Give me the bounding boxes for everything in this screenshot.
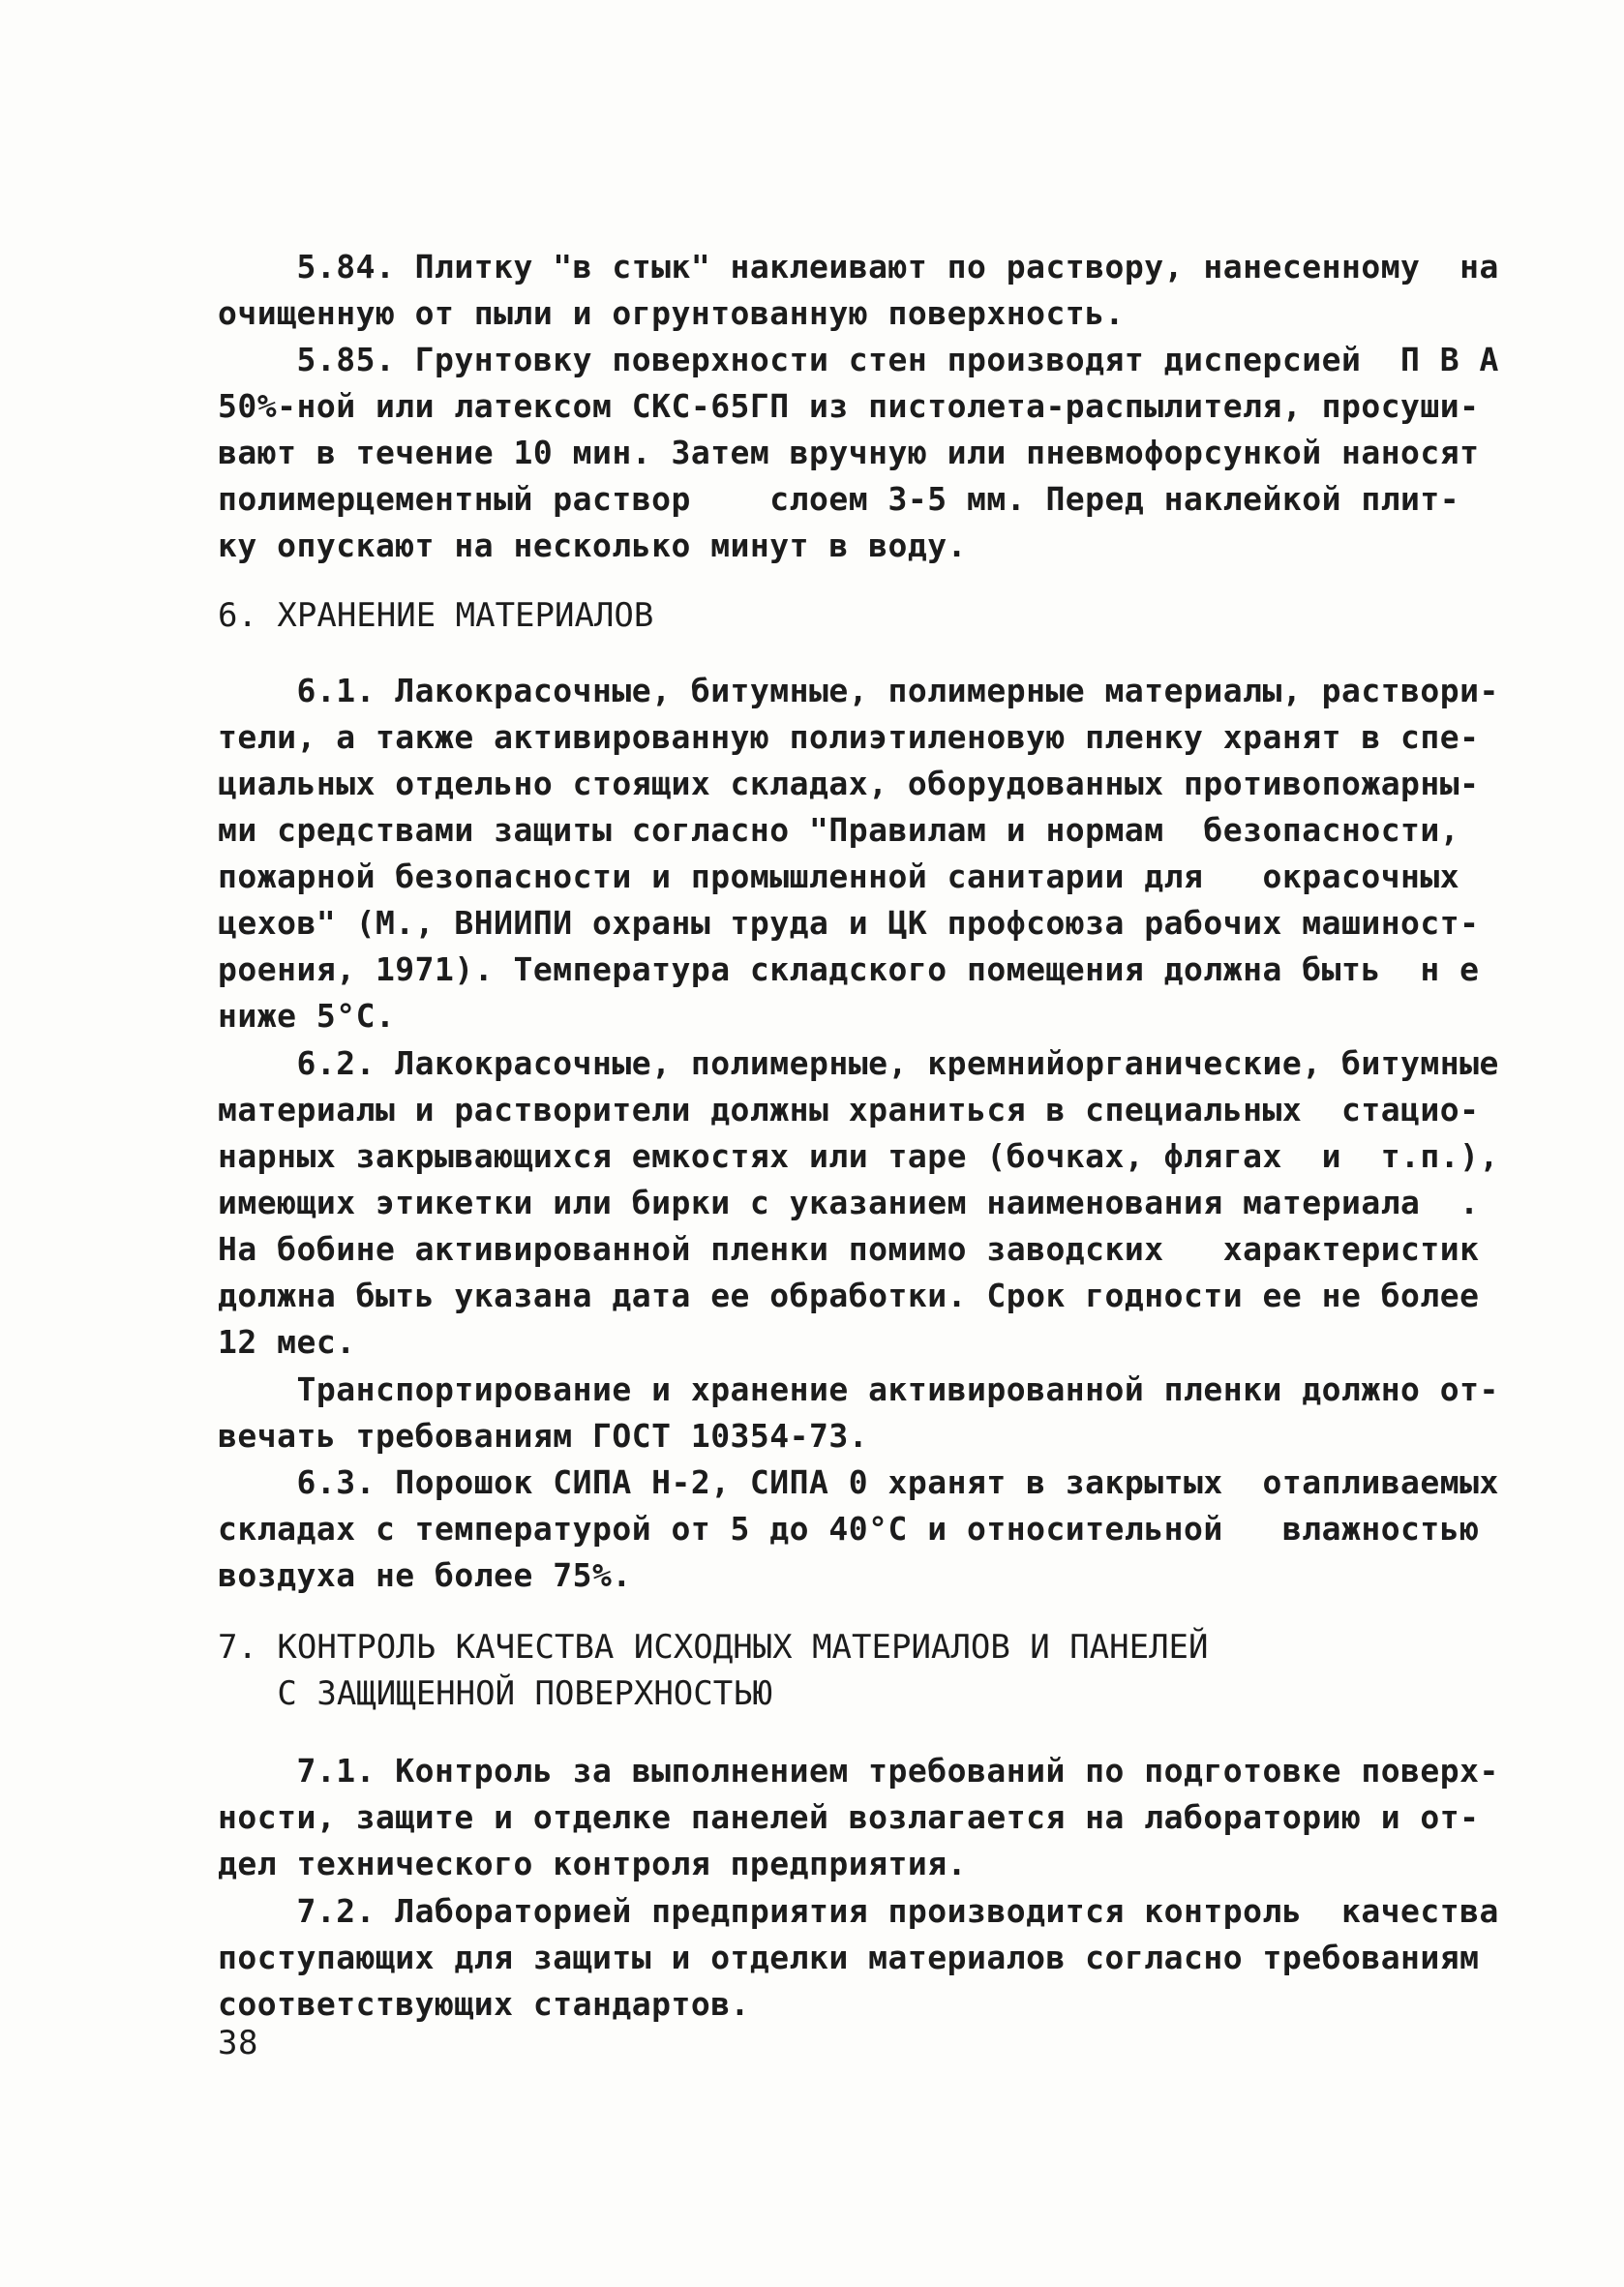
text-line: поступающих для защиты и отделки материалов согласно требованиям	[218, 1939, 1480, 1976]
section-heading-7	[218, 1624, 1423, 1717]
text-line: 7.2. Лабораторией предприятия производится контроль качества	[218, 1892, 1499, 1930]
text-line: Транспортирование и хранение активированной пленки должно от-	[218, 1370, 1499, 1408]
text-line: складах с температурой от 5 до 40°С и относительной влажностью	[218, 1510, 1480, 1548]
text-line: 7.1. Контроль за выполнением требований по подготовке поверх-	[218, 1752, 1499, 1790]
text-line: цехов" (М., ВНИИПИ охраны труда и ЦК профсоюза рабочих машиност-	[218, 904, 1480, 942]
text-line: 6.2. Лакокрасочные, полимерные, кремнийорганические, битумные	[218, 1044, 1499, 1082]
text-line: ми средствами защиты согласно "Правилам и нормам безопасности,	[218, 811, 1460, 849]
text-line: нарных закрывающихся емкостях или таре (бочках, флягах и т.п.),	[218, 1137, 1499, 1175]
heading-text: 7. КОНТРОЛЬ КАЧЕСТВА ИСХОДНЫХ МАТЕРИАЛОВ И ПАНЕЛЕЙ	[218, 1628, 1209, 1667]
section-heading-6	[218, 592, 1423, 639]
text-line: ку опускают на несколько минут в воду.	[218, 527, 967, 564]
text-line: ниже 5°С.	[218, 997, 396, 1035]
text-line: вают в течение 10 мин. Затем вручную или пневмофорсункой наносят	[218, 434, 1480, 471]
paragraph-5-84	[218, 244, 1499, 337]
text-line: имеющих этикетки или бирки с указанием наименования материала .	[218, 1184, 1480, 1221]
text-line: воздуха не более 75%.	[218, 1556, 632, 1594]
paragraph-6-2	[218, 1040, 1499, 1366]
paragraph-7-2	[218, 1888, 1499, 2028]
text-line: тели, а также активированную полиэтиленовую пленку хранят в спе-	[218, 718, 1480, 756]
text-line: пожарной безопасности и промышленной санитарии для окрасочных	[218, 858, 1460, 895]
text-line: роения, 1971). Температура складского помещения должна быть н е	[218, 950, 1480, 988]
text-line: дел технического контроля предприятия.	[218, 1845, 967, 1882]
page-number: 38	[218, 2024, 258, 2062]
paragraph-transport	[218, 1367, 1499, 1459]
paragraph-6-3	[218, 1459, 1499, 1599]
paragraph-6-1	[218, 668, 1499, 1039]
text-line: 6.3. Порошок СИПА Н-2, СИПА 0 хранят в закрытых отапливаемых	[218, 1463, 1499, 1501]
text-line: циальных отдельно стоящих складах, оборудованных противопожарны-	[218, 765, 1480, 802]
text-line: соответствующих стандартов.	[218, 1985, 750, 2023]
text-line: материалы и растворители должны храниться в специальных стацио-	[218, 1091, 1480, 1128]
text-line: 12 мес.	[218, 1323, 356, 1361]
text-line: 5.85. Грунтовку поверхности стен производят дисперсией П В А	[218, 341, 1499, 378]
text-line: На бобине активированной пленки помимо заводских характеристик	[218, 1230, 1480, 1268]
paragraph-5-85	[218, 337, 1499, 569]
text-line: 5.84. Плитку "в стык" наклеивают по раствору, нанесенному на	[218, 248, 1499, 286]
text-line: ности, защите и отделке панелей возлагается на лабораторию и от-	[218, 1798, 1480, 1836]
text-line: 6.1. Лакокрасочные, битумные, полимерные материалы, раствори-	[218, 672, 1499, 709]
heading-text: 6. ХРАНЕНИЕ МАТЕРИАЛОВ	[218, 596, 654, 635]
paragraph-7-1	[218, 1748, 1499, 1887]
text-line: вечать требованиям ГОСТ 10354-73.	[218, 1417, 869, 1455]
heading-text: С ЗАЩИЩЕННОЙ ПОВЕРХНОСТЬЮ	[218, 1674, 773, 1713]
text-line: полимерцементный раствор слоем 3-5 мм. Перед наклейкой плит-	[218, 480, 1460, 518]
text-line: 50%-ной или латексом СКС-65ГП из пистолета-распылителя, просуши-	[218, 387, 1480, 425]
text-line: должна быть указана дата ее обработки. Срок годности ее не более	[218, 1277, 1480, 1314]
text-line: очищенную от пыли и огрунтованную поверхность.	[218, 294, 1125, 332]
